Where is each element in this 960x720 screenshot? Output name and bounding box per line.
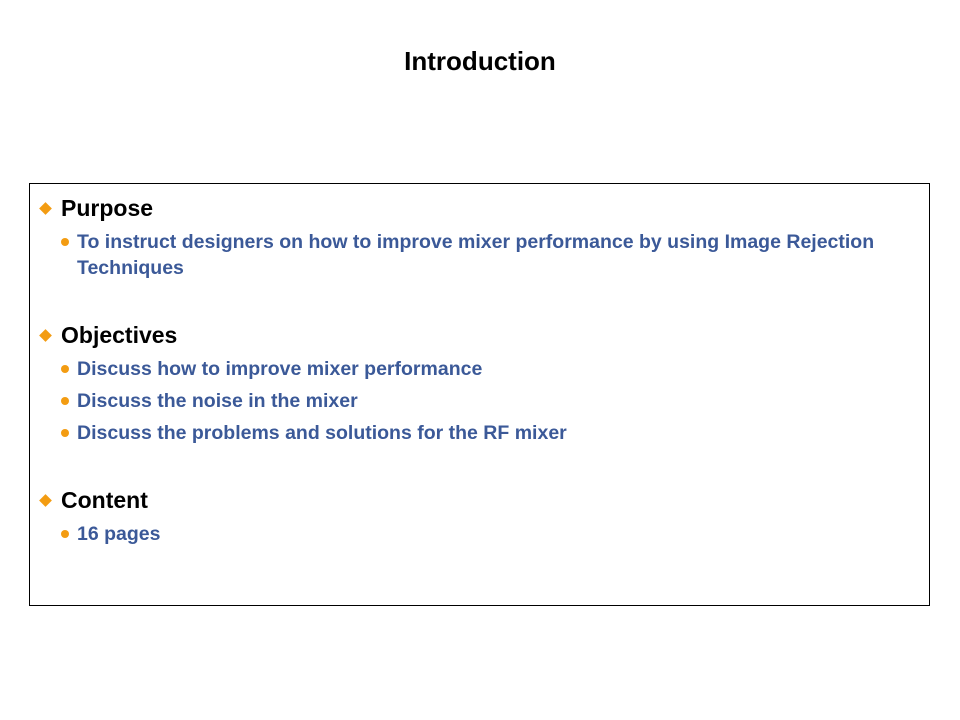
list-item-text: Discuss the problems and solutions for the RF mixer xyxy=(77,422,567,444)
list-item xyxy=(38,521,877,547)
bullet-list xyxy=(38,356,918,446)
section-content xyxy=(38,485,918,547)
section-heading-label: Content xyxy=(61,487,148,513)
diamond-bullet-icon xyxy=(39,329,52,342)
section-purpose xyxy=(38,193,918,281)
list-item-text: To instruct designers on how to improve mixer performance by using Image Rejection Techniques xyxy=(77,231,875,279)
dot-bullet-icon xyxy=(61,365,69,373)
section-heading xyxy=(38,193,918,223)
diamond-bullet-icon xyxy=(39,494,52,507)
dot-bullet-icon xyxy=(61,429,69,437)
dot-bullet-icon xyxy=(61,238,69,246)
list-item xyxy=(38,356,877,382)
list-item-text: Discuss the noise in the mixer xyxy=(77,390,358,412)
section-heading-label: Purpose xyxy=(61,195,154,221)
slide-title: Introduction xyxy=(404,46,556,76)
section-heading xyxy=(38,485,918,515)
list-item xyxy=(38,229,877,281)
section-heading-label: Objectives xyxy=(61,322,178,348)
diamond-bullet-icon xyxy=(39,202,52,215)
list-item xyxy=(38,420,877,446)
dot-bullet-icon xyxy=(61,397,69,405)
list-item xyxy=(38,388,877,414)
bullet-list xyxy=(38,521,918,547)
bullet-list xyxy=(38,229,918,281)
content-box xyxy=(29,183,930,606)
list-item-text: Discuss how to improve mixer performance xyxy=(77,358,483,380)
dot-bullet-icon xyxy=(61,530,69,538)
section-objectives xyxy=(38,320,918,446)
section-heading xyxy=(38,320,918,350)
list-item-text: 16 pages xyxy=(77,523,161,545)
